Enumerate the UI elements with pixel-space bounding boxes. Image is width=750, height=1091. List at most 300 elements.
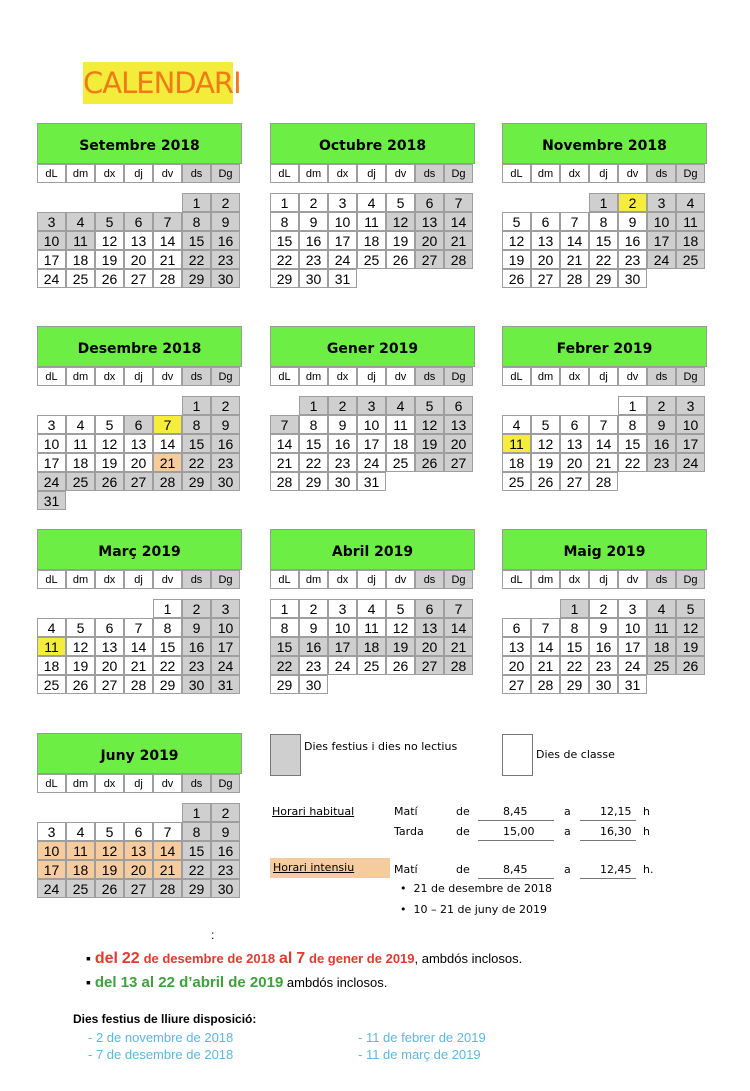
weekday-header: dv bbox=[153, 367, 182, 386]
day-cell: 11 bbox=[676, 212, 705, 231]
day-cell: 18 bbox=[502, 453, 531, 472]
day-cell: 14 bbox=[531, 637, 560, 656]
weekday-header: dx bbox=[560, 367, 589, 386]
mati-label: Matí bbox=[394, 805, 418, 818]
day-cell: 16 bbox=[647, 434, 676, 453]
month-calendar bbox=[502, 326, 707, 507]
weekday-header: Dg bbox=[211, 774, 240, 793]
weekday-header: dm bbox=[531, 164, 560, 183]
day-cell: 8 bbox=[270, 618, 299, 637]
day-cell: 27 bbox=[124, 879, 153, 898]
day-cell: 19 bbox=[502, 250, 531, 269]
day-cell: 28 bbox=[531, 675, 560, 694]
weekday-header: dx bbox=[95, 774, 124, 793]
day-cell: 21 bbox=[270, 453, 299, 472]
day-cell: 21 bbox=[444, 231, 473, 250]
month-title: Desembre 2018 bbox=[37, 326, 242, 367]
a-label: a bbox=[564, 825, 571, 838]
day-cell: 16 bbox=[328, 434, 357, 453]
free-day-3: - 11 de febrer de 2019 bbox=[358, 1030, 486, 1045]
weekday-header: dv bbox=[386, 570, 415, 589]
day-cell: 1 bbox=[182, 193, 211, 212]
day-cell: 12 bbox=[95, 841, 124, 860]
month-calendar bbox=[270, 123, 475, 304]
day-cell: 30 bbox=[211, 269, 240, 288]
weekday-header: dL bbox=[270, 164, 299, 183]
day-cell: 12 bbox=[66, 637, 95, 656]
day-cell: 1 bbox=[618, 396, 647, 415]
day-cell: 28 bbox=[124, 675, 153, 694]
day-cell: 3 bbox=[328, 193, 357, 212]
day-cell: 4 bbox=[66, 415, 95, 434]
day-cell: 14 bbox=[153, 841, 182, 860]
weekday-header: ds bbox=[182, 367, 211, 386]
day-cell: 11 bbox=[647, 618, 676, 637]
underline bbox=[478, 840, 554, 841]
day-cell: 26 bbox=[95, 472, 124, 491]
weekday-header: Dg bbox=[676, 570, 705, 589]
day-cell: 25 bbox=[386, 453, 415, 472]
day-cell: 25 bbox=[37, 675, 66, 694]
day-cell: 4 bbox=[386, 396, 415, 415]
day-cell: 24 bbox=[647, 250, 676, 269]
day-cell: 13 bbox=[531, 231, 560, 250]
day-cell: 6 bbox=[531, 212, 560, 231]
day-cell: 19 bbox=[95, 250, 124, 269]
weekday-header: dx bbox=[560, 164, 589, 183]
day-cell: 8 bbox=[182, 822, 211, 841]
day-cell: 3 bbox=[37, 415, 66, 434]
day-cell: 15 bbox=[182, 841, 211, 860]
month-title: Març 2019 bbox=[37, 529, 242, 570]
month-calendar bbox=[502, 529, 707, 710]
day-cell: 27 bbox=[95, 675, 124, 694]
day-cell: 23 bbox=[211, 860, 240, 879]
day-cell: 12 bbox=[386, 212, 415, 231]
day-cell: 14 bbox=[444, 212, 473, 231]
weekday-header: ds bbox=[415, 367, 444, 386]
day-cell: 19 bbox=[95, 860, 124, 879]
bullet-intensiu-2: • 10 – 21 de juny de 2019 bbox=[400, 903, 547, 916]
day-cell: 26 bbox=[676, 656, 705, 675]
day-cell: 28 bbox=[560, 269, 589, 288]
day-cell: 5 bbox=[531, 415, 560, 434]
day-cell: 19 bbox=[66, 656, 95, 675]
day-cell: 10 bbox=[618, 618, 647, 637]
day-cell: 17 bbox=[211, 637, 240, 656]
day-cell: 21 bbox=[589, 453, 618, 472]
h-label: h bbox=[643, 825, 650, 838]
day-cell: 2 bbox=[618, 193, 647, 212]
day-cell: 11 bbox=[66, 231, 95, 250]
day-cell: 15 bbox=[270, 637, 299, 656]
day-cell: 11 bbox=[357, 618, 386, 637]
day-cell: 12 bbox=[531, 434, 560, 453]
day-cell: 30 bbox=[299, 269, 328, 288]
day-cell: 3 bbox=[618, 599, 647, 618]
day-cell: 9 bbox=[299, 212, 328, 231]
day-cell: 19 bbox=[676, 637, 705, 656]
day-cell: 29 bbox=[299, 472, 328, 491]
day-cell: 1 bbox=[270, 193, 299, 212]
day-cell: 3 bbox=[328, 599, 357, 618]
day-cell: 2 bbox=[182, 599, 211, 618]
day-cell: 8 bbox=[560, 618, 589, 637]
day-cell: 5 bbox=[95, 822, 124, 841]
weekday-header: dL bbox=[37, 570, 66, 589]
day-cell: 2 bbox=[299, 599, 328, 618]
weekday-header: ds bbox=[182, 164, 211, 183]
day-cell: 14 bbox=[560, 231, 589, 250]
day-cell: 24 bbox=[328, 656, 357, 675]
legend-label-festius: Dies festius i dies no lectius bbox=[304, 740, 458, 753]
day-cell: 15 bbox=[182, 434, 211, 453]
weekday-header: Dg bbox=[211, 367, 240, 386]
day-cell: 8 bbox=[299, 415, 328, 434]
day-cell: 18 bbox=[66, 453, 95, 472]
holiday-line-1: ▪ del 22 de desembre de 2018 al 7 de gener de 2019, ambdós inclosos. bbox=[86, 950, 523, 967]
day-cell: 3 bbox=[37, 822, 66, 841]
day-cell: 6 bbox=[444, 396, 473, 415]
weekday-header: dj bbox=[589, 164, 618, 183]
weekday-header: dL bbox=[270, 570, 299, 589]
day-cell: 9 bbox=[299, 618, 328, 637]
day-cell: 29 bbox=[182, 472, 211, 491]
day-cell: 24 bbox=[676, 453, 705, 472]
day-cell: 27 bbox=[502, 675, 531, 694]
day-cell: 1 bbox=[182, 396, 211, 415]
day-cell: 23 bbox=[647, 453, 676, 472]
day-cell: 9 bbox=[589, 618, 618, 637]
bullet-intensiu-1: • 21 de desembre de 2018 bbox=[400, 882, 552, 895]
weekday-header: ds bbox=[647, 570, 676, 589]
legend-swatch-classe bbox=[502, 734, 533, 776]
month-title: Novembre 2018 bbox=[502, 123, 707, 164]
bullet: ▪ bbox=[86, 974, 95, 990]
weekday-header: Dg bbox=[444, 570, 473, 589]
day-cell: 10 bbox=[647, 212, 676, 231]
day-cell: 1 bbox=[270, 599, 299, 618]
day-cell: 3 bbox=[357, 396, 386, 415]
day-cell: 5 bbox=[386, 193, 415, 212]
day-cell: 25 bbox=[647, 656, 676, 675]
day-cell: 3 bbox=[676, 396, 705, 415]
day-cell: 26 bbox=[531, 472, 560, 491]
day-cell: 2 bbox=[647, 396, 676, 415]
day-cell: 25 bbox=[502, 472, 531, 491]
weekday-header: dv bbox=[618, 367, 647, 386]
weekday-header: dj bbox=[124, 367, 153, 386]
day-cell: 16 bbox=[182, 637, 211, 656]
day-cell: 28 bbox=[153, 879, 182, 898]
day-cell: 18 bbox=[66, 250, 95, 269]
day-cell: 20 bbox=[444, 434, 473, 453]
weekday-header: Dg bbox=[444, 367, 473, 386]
day-cell: 7 bbox=[444, 599, 473, 618]
underline bbox=[478, 820, 554, 821]
day-cell: 7 bbox=[560, 212, 589, 231]
weekday-header: dv bbox=[618, 164, 647, 183]
weekday-header: Dg bbox=[211, 164, 240, 183]
month-title: Maig 2019 bbox=[502, 529, 707, 570]
day-cell: 17 bbox=[328, 637, 357, 656]
day-cell: 9 bbox=[328, 415, 357, 434]
weekday-header: dj bbox=[357, 570, 386, 589]
underline bbox=[580, 878, 636, 879]
weekday-header: dv bbox=[386, 367, 415, 386]
weekday-header: dm bbox=[531, 570, 560, 589]
day-cell: 25 bbox=[66, 269, 95, 288]
day-cell: 14 bbox=[124, 637, 153, 656]
day-cell: 1 bbox=[560, 599, 589, 618]
day-cell: 6 bbox=[502, 618, 531, 637]
day-cell: 13 bbox=[124, 434, 153, 453]
underline bbox=[580, 840, 636, 841]
day-cell: 29 bbox=[182, 269, 211, 288]
day-cell: 5 bbox=[95, 212, 124, 231]
weekday-header: dx bbox=[328, 164, 357, 183]
day-cell: 27 bbox=[444, 453, 473, 472]
a-label: a bbox=[564, 863, 571, 876]
de-label: de bbox=[456, 825, 470, 838]
day-cell: 26 bbox=[415, 453, 444, 472]
day-cell: 24 bbox=[211, 656, 240, 675]
day-cell: 20 bbox=[560, 453, 589, 472]
weekday-header: dm bbox=[66, 570, 95, 589]
day-cell: 4 bbox=[502, 415, 531, 434]
day-cell: 19 bbox=[415, 434, 444, 453]
day-cell: 15 bbox=[618, 434, 647, 453]
month-title: Setembre 2018 bbox=[37, 123, 242, 164]
weekday-header: ds bbox=[182, 570, 211, 589]
day-cell: 8 bbox=[182, 212, 211, 231]
day-cell: 26 bbox=[66, 675, 95, 694]
day-cell: 9 bbox=[211, 212, 240, 231]
day-cell: 6 bbox=[124, 415, 153, 434]
day-cell: 26 bbox=[95, 879, 124, 898]
day-cell: 25 bbox=[66, 472, 95, 491]
day-cell: 21 bbox=[153, 250, 182, 269]
day-cell: 15 bbox=[299, 434, 328, 453]
day-cell: 27 bbox=[415, 656, 444, 675]
month-title: Gener 2019 bbox=[270, 326, 475, 367]
day-cell: 10 bbox=[37, 434, 66, 453]
free-days-title: Dies festius de lliure disposició: bbox=[73, 1012, 257, 1026]
day-cell: 23 bbox=[618, 250, 647, 269]
day-cell: 24 bbox=[618, 656, 647, 675]
weekday-header: dL bbox=[270, 367, 299, 386]
weekday-header: dv bbox=[386, 164, 415, 183]
day-cell: 28 bbox=[444, 250, 473, 269]
holiday-line-2: ▪ del 13 al 22 d’abril de 2019 ambdós inclosos. bbox=[86, 974, 388, 991]
day-cell: 12 bbox=[502, 231, 531, 250]
day-cell: 4 bbox=[676, 193, 705, 212]
day-cell: 29 bbox=[270, 269, 299, 288]
day-cell: 21 bbox=[153, 453, 182, 472]
day-cell: 12 bbox=[676, 618, 705, 637]
day-cell: 2 bbox=[211, 193, 240, 212]
day-cell: 21 bbox=[531, 656, 560, 675]
day-cell: 15 bbox=[270, 231, 299, 250]
day-cell: 22 bbox=[153, 656, 182, 675]
day-cell: 28 bbox=[153, 269, 182, 288]
day-cell: 7 bbox=[444, 193, 473, 212]
day-cell: 16 bbox=[618, 231, 647, 250]
h-label: h bbox=[643, 805, 650, 818]
weekday-header: dx bbox=[95, 164, 124, 183]
day-cell: 18 bbox=[66, 860, 95, 879]
weekday-header: dm bbox=[299, 164, 328, 183]
day-cell: 2 bbox=[589, 599, 618, 618]
day-cell: 17 bbox=[37, 453, 66, 472]
day-cell: 9 bbox=[182, 618, 211, 637]
weekday-header: ds bbox=[647, 164, 676, 183]
day-cell: 5 bbox=[66, 618, 95, 637]
day-cell: 14 bbox=[444, 618, 473, 637]
hab-mati-from: 8,45 bbox=[503, 805, 528, 818]
day-cell: 17 bbox=[647, 231, 676, 250]
day-cell: 2 bbox=[211, 396, 240, 415]
month-calendar bbox=[37, 733, 242, 914]
day-cell: 13 bbox=[444, 415, 473, 434]
day-cell: 6 bbox=[95, 618, 124, 637]
day-cell: 20 bbox=[124, 860, 153, 879]
day-cell: 7 bbox=[270, 415, 299, 434]
day-cell: 7 bbox=[153, 822, 182, 841]
day-cell: 2 bbox=[299, 193, 328, 212]
day-cell: 1 bbox=[182, 803, 211, 822]
intensiu-period-1: 21 de desembre de 2018 bbox=[413, 882, 552, 895]
day-cell: 10 bbox=[211, 618, 240, 637]
weekday-header: dj bbox=[124, 164, 153, 183]
day-cell: 13 bbox=[95, 637, 124, 656]
day-cell: 22 bbox=[270, 656, 299, 675]
weekday-header: dj bbox=[357, 164, 386, 183]
int-to: 12,45 bbox=[600, 863, 632, 876]
h-label: h. bbox=[643, 863, 654, 876]
day-cell: 9 bbox=[618, 212, 647, 231]
day-cell: 11 bbox=[386, 415, 415, 434]
day-cell: 29 bbox=[560, 675, 589, 694]
day-cell: 25 bbox=[357, 656, 386, 675]
day-cell: 31 bbox=[357, 472, 386, 491]
day-cell: 13 bbox=[560, 434, 589, 453]
weekday-header: dL bbox=[502, 367, 531, 386]
day-cell: 16 bbox=[211, 231, 240, 250]
day-cell: 18 bbox=[357, 231, 386, 250]
free-day-4: - 11 de març de 2019 bbox=[358, 1047, 481, 1062]
day-cell: 30 bbox=[618, 269, 647, 288]
day-cell: 3 bbox=[211, 599, 240, 618]
day-cell: 16 bbox=[299, 231, 328, 250]
day-cell: 13 bbox=[415, 618, 444, 637]
day-cell: 31 bbox=[328, 269, 357, 288]
day-cell: 14 bbox=[153, 231, 182, 250]
day-cell: 28 bbox=[153, 472, 182, 491]
month-title: Juny 2019 bbox=[37, 733, 242, 774]
weekday-header: dm bbox=[66, 367, 95, 386]
day-cell: 6 bbox=[415, 599, 444, 618]
day-cell: 15 bbox=[153, 637, 182, 656]
day-cell: 15 bbox=[589, 231, 618, 250]
day-cell: 20 bbox=[415, 637, 444, 656]
day-cell: 21 bbox=[444, 637, 473, 656]
day-cell: 25 bbox=[66, 879, 95, 898]
day-cell: 13 bbox=[124, 231, 153, 250]
day-cell: 17 bbox=[676, 434, 705, 453]
month-calendar bbox=[37, 326, 242, 507]
day-cell: 10 bbox=[357, 415, 386, 434]
day-cell: 13 bbox=[124, 841, 153, 860]
day-cell: 18 bbox=[676, 231, 705, 250]
day-cell: 28 bbox=[270, 472, 299, 491]
hab-tarda-to: 16,30 bbox=[600, 825, 632, 838]
weekday-header: ds bbox=[415, 570, 444, 589]
month-calendar bbox=[270, 529, 475, 710]
day-cell: 13 bbox=[502, 637, 531, 656]
month-calendar bbox=[37, 123, 242, 304]
underline bbox=[478, 878, 554, 879]
weekday-header: Dg bbox=[444, 164, 473, 183]
day-cell: 3 bbox=[647, 193, 676, 212]
month-calendar bbox=[270, 326, 475, 507]
day-cell: 23 bbox=[211, 453, 240, 472]
day-cell: 1 bbox=[589, 193, 618, 212]
day-cell: 11 bbox=[66, 841, 95, 860]
weekday-header: dm bbox=[66, 774, 95, 793]
int-from: 8,45 bbox=[503, 863, 528, 876]
day-cell: 7 bbox=[531, 618, 560, 637]
horari-intensiu-label: Horari intensiu bbox=[270, 858, 390, 878]
de-label: de bbox=[456, 863, 470, 876]
day-cell: 25 bbox=[676, 250, 705, 269]
day-cell: 24 bbox=[37, 879, 66, 898]
day-cell: 22 bbox=[270, 250, 299, 269]
weekday-header: dv bbox=[153, 164, 182, 183]
weekday-header: ds bbox=[647, 367, 676, 386]
day-cell: 17 bbox=[37, 250, 66, 269]
day-cell: 24 bbox=[357, 453, 386, 472]
weekday-header: dx bbox=[560, 570, 589, 589]
day-cell: 9 bbox=[211, 822, 240, 841]
weekday-header: dm bbox=[66, 164, 95, 183]
day-cell: 5 bbox=[386, 599, 415, 618]
weekday-header: dL bbox=[37, 774, 66, 793]
day-cell: 12 bbox=[95, 434, 124, 453]
day-cell: 10 bbox=[676, 415, 705, 434]
day-cell: 27 bbox=[124, 269, 153, 288]
month-title: Febrer 2019 bbox=[502, 326, 707, 367]
day-cell: 23 bbox=[299, 656, 328, 675]
weekday-header: dj bbox=[589, 570, 618, 589]
day-cell: 28 bbox=[444, 656, 473, 675]
legend-label-classe: Dies de classe bbox=[536, 748, 615, 761]
free-day-2: - 7 de desembre de 2018 bbox=[88, 1047, 234, 1062]
day-cell: 15 bbox=[182, 231, 211, 250]
day-cell: 17 bbox=[37, 860, 66, 879]
weekday-header: dv bbox=[618, 570, 647, 589]
tarda-label: Tarda bbox=[394, 825, 424, 838]
day-cell: 8 bbox=[270, 212, 299, 231]
day-cell: 13 bbox=[415, 212, 444, 231]
day-cell: 30 bbox=[182, 675, 211, 694]
day-cell: 12 bbox=[95, 231, 124, 250]
day-cell: 2 bbox=[211, 803, 240, 822]
underline bbox=[580, 820, 636, 821]
day-cell: 10 bbox=[37, 841, 66, 860]
day-cell: 19 bbox=[531, 453, 560, 472]
day-cell: 15 bbox=[560, 637, 589, 656]
